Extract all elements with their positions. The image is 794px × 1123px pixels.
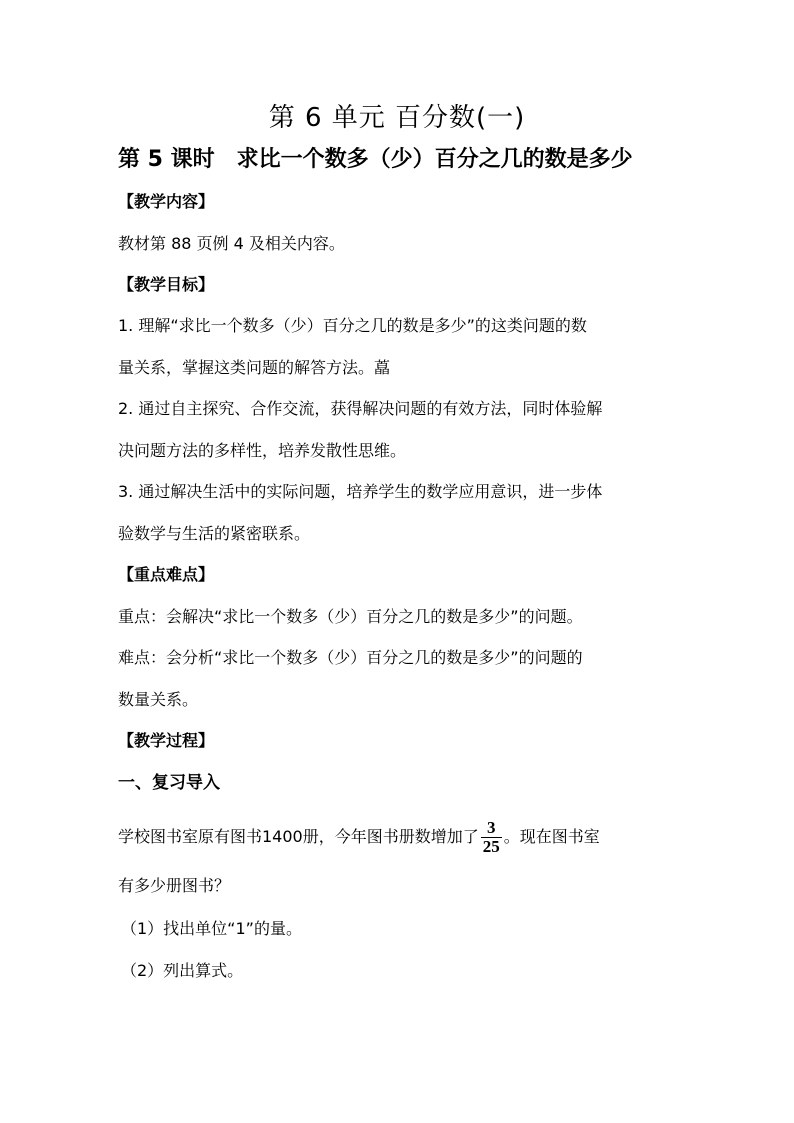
problem-text-before: 学校图书室原有图书1400册，今年图书册数增加了 (118, 827, 479, 846)
step-item: （1）找出单位“1”的量。 (121, 919, 302, 938)
fraction (481, 819, 502, 856)
lesson-topic: 求比一个数多（少）百分之几的数是多少 (236, 147, 633, 172)
keypoint-line: 重点：会解决“求比一个数多（少）百分之几的数是多少”的问题。 (118, 607, 583, 626)
keypoint-line: 难点：会分析“求比一个数多（少）百分之几的数是多少”的问题的 (118, 648, 583, 667)
fraction-denominator: 25 (482, 837, 500, 856)
goal-line: 量关系，掌握这类问题的解答方法。藠 (118, 358, 391, 377)
lesson-number: 第 5 课时 (118, 147, 215, 172)
unit-title: 第 6 单元 百分数(一) (268, 103, 526, 133)
problem-line (118, 818, 600, 856)
goal-line: 验数学与生活的紧密联系。 (118, 524, 311, 543)
goal-line: 1. 理解“求比一个数多（少）百分之几的数是多少”的这类问题的数 (118, 316, 587, 335)
keypoints-heading: 【重点难点】 (118, 565, 215, 584)
problem-text-after: 。现在图书室 (503, 827, 600, 846)
goal-line: 决问题方法的多样性，培养发散性思维。 (118, 441, 407, 460)
fraction-numerator: 3 (481, 819, 502, 838)
process-heading: 【教学过程】 (118, 731, 215, 750)
review-heading: 一、复习导入 (118, 773, 220, 793)
goal-line: 3. 通过解决生活中的实际问题，培养学生的数学应用意识，进一步体 (118, 482, 603, 501)
lesson-title (118, 142, 633, 178)
step-item: （2）列出算式。 (121, 961, 244, 980)
goal-line: 2. 通过自主探究、合作交流，获得解决问题的有效方法，同时体验解 (118, 399, 603, 418)
keypoint-line: 数量关系。 (118, 690, 199, 709)
problem-line-2: 有多少册图书？ (118, 876, 231, 895)
goals-heading: 【教学目标】 (118, 275, 215, 294)
content-heading: 【教学内容】 (118, 192, 215, 211)
content-text: 教材第 88 页例 4 及相关内容。 (118, 234, 345, 253)
